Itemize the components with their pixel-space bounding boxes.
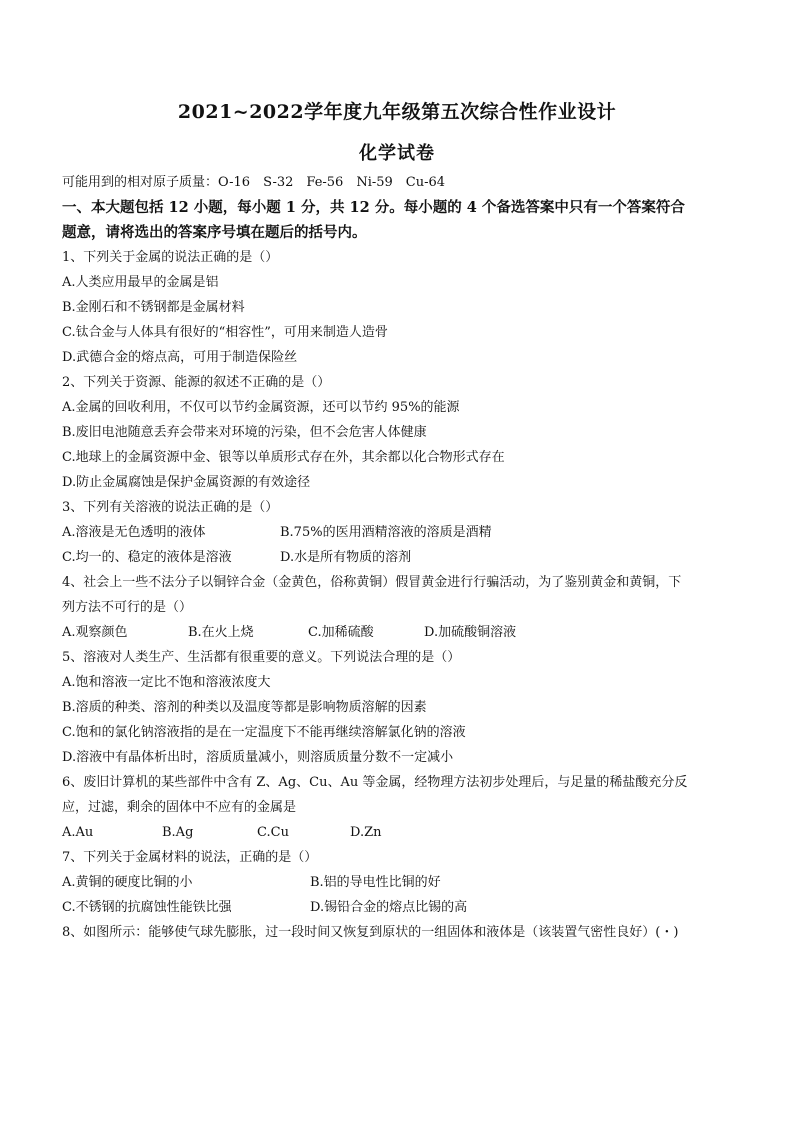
section-heading-line1: 一、本大题包括 12 小题，每小题 1 分，共 12 分。每小题的 4 个备选答案中只有一个答案符合 bbox=[62, 199, 685, 216]
question-7-stem: 7、下列关于金属材料的说法，正确的是（） bbox=[62, 850, 318, 865]
question-3-option-a: A.溶液是无色透明的液体 bbox=[62, 525, 206, 540]
question-4-stem-line2: 列方法不可行的是（） bbox=[62, 600, 193, 615]
question-8-stem: 8、如图所示：能够使气球先膨胀，过一段时间又恢复到原状的一组固体和液体是（该装置气密性良好）(・) bbox=[62, 925, 679, 940]
exam-subtitle: 化学试卷 bbox=[359, 143, 435, 164]
atomic-masses: 可能用到的相对原子质量：O-16 S-32 Fe-56 Ni-59 Cu-64 bbox=[62, 175, 446, 190]
question-5-option-d: D.溶液中有晶体析出时，溶质质量减小，则溶质质量分数不一定减小 bbox=[62, 750, 454, 765]
question-1-stem: 1、下列关于金属的说法正确的是（） bbox=[62, 250, 279, 265]
section-heading-line2: 题意，请将选出的答案序号填在题后的括号内。 bbox=[62, 224, 367, 241]
question-5-option-a: A.饱和溶液一定比不饱和溶液浓度大 bbox=[62, 675, 271, 690]
question-7-option-d: D.锡铅合金的熔点比锡的高 bbox=[310, 900, 468, 915]
question-4-option-d: D.加硫酸铜溶液 bbox=[424, 625, 517, 640]
question-2-option-b: B.废旧电池随意丢弃会带来对环境的污染，但不会危害人体健康 bbox=[62, 425, 427, 440]
question-2-option-a: A.金属的回收利用，不仅可以节约金属资源，还可以节约 95%的能源 bbox=[62, 400, 460, 415]
question-7-row2 bbox=[62, 899, 742, 917]
question-6-option-c: C.Cu bbox=[257, 825, 289, 840]
question-3-row2 bbox=[62, 549, 742, 567]
question-1-option-d: D.武德合金的熔点高，可用于制造保险丝 bbox=[62, 350, 298, 365]
question-1-option-c: C.钛合金与人体具有很好的“相容性”，可用来制造人造骨 bbox=[62, 325, 388, 340]
question-1-option-a: A.人类应用最早的金属是铝 bbox=[62, 275, 219, 290]
question-7-option-a: A.黄铜的硬度比铜的小 bbox=[62, 875, 193, 890]
question-3-option-c: C.均一的、稳定的液体是溶液 bbox=[62, 550, 232, 565]
question-4-stem-line1: 4、社会上一些不法分子以铜锌合金（金黄色，俗称黄铜）假冒黄金进行行骗活动，为了鉴别黄金和黄铜，下 bbox=[62, 575, 682, 590]
question-4-option-c: C.加稀硫酸 bbox=[308, 625, 374, 640]
question-6-option-a: A.Au bbox=[62, 825, 94, 840]
question-2-option-d: D.防止金属腐蚀是保护金属资源的有效途径 bbox=[62, 475, 311, 490]
question-6-stem-line1: 6、废旧计算机的某些部件中含有 Z、Ag、Cu、Au 等金属，经物理方法初步处理后，与足量的稀盐酸充分反 bbox=[62, 775, 688, 790]
question-2-option-c: C.地球上的金属资源中金、银等以单质形式存在外，其余都以化合物形式存在 bbox=[62, 450, 505, 465]
exam-title: 2021~2022学年度九年级第五次综合性作业设计 bbox=[177, 101, 617, 123]
question-7-row1 bbox=[62, 874, 742, 892]
question-3-row1 bbox=[62, 524, 742, 542]
question-6-option-b: B.Ag bbox=[162, 825, 194, 840]
question-4-option-b: B.在火上烧 bbox=[188, 625, 254, 640]
question-2-stem: 2、下列关于资源、能源的叙述不正确的是（） bbox=[62, 375, 331, 390]
question-7-option-c: C.不锈钢的抗腐蚀性能铁比强 bbox=[62, 900, 232, 915]
question-1-option-b: B.金刚石和不锈钢都是金属材料 bbox=[62, 300, 245, 315]
question-6-option-d: D.Zn bbox=[350, 825, 382, 840]
question-6-stem-line2: 应，过滤，剩余的固体中不应有的金属是 bbox=[62, 800, 297, 815]
question-5-option-c: C.饱和的氯化钠溶液指的是在一定温度下不能再继续溶解氯化钠的溶液 bbox=[62, 725, 466, 740]
question-3-option-b: B.75%的医用酒精溶液的溶质是酒精 bbox=[280, 525, 492, 540]
question-7-option-b: B.铝的导电性比铜的好 bbox=[310, 875, 441, 890]
question-3-option-d: D.水是所有物质的溶剂 bbox=[280, 550, 412, 565]
question-3-stem: 3、下列有关溶液的说法正确的是（） bbox=[62, 500, 279, 515]
question-5-option-b: B.溶质的种类、溶剂的种类以及温度等都是影响物质溶解的因素 bbox=[62, 700, 427, 715]
question-4-option-a: A.观察颜色 bbox=[62, 625, 128, 640]
question-5-stem: 5、溶液对人类生产、生活都有很重要的意义。下列说法合理的是（） bbox=[62, 650, 461, 665]
